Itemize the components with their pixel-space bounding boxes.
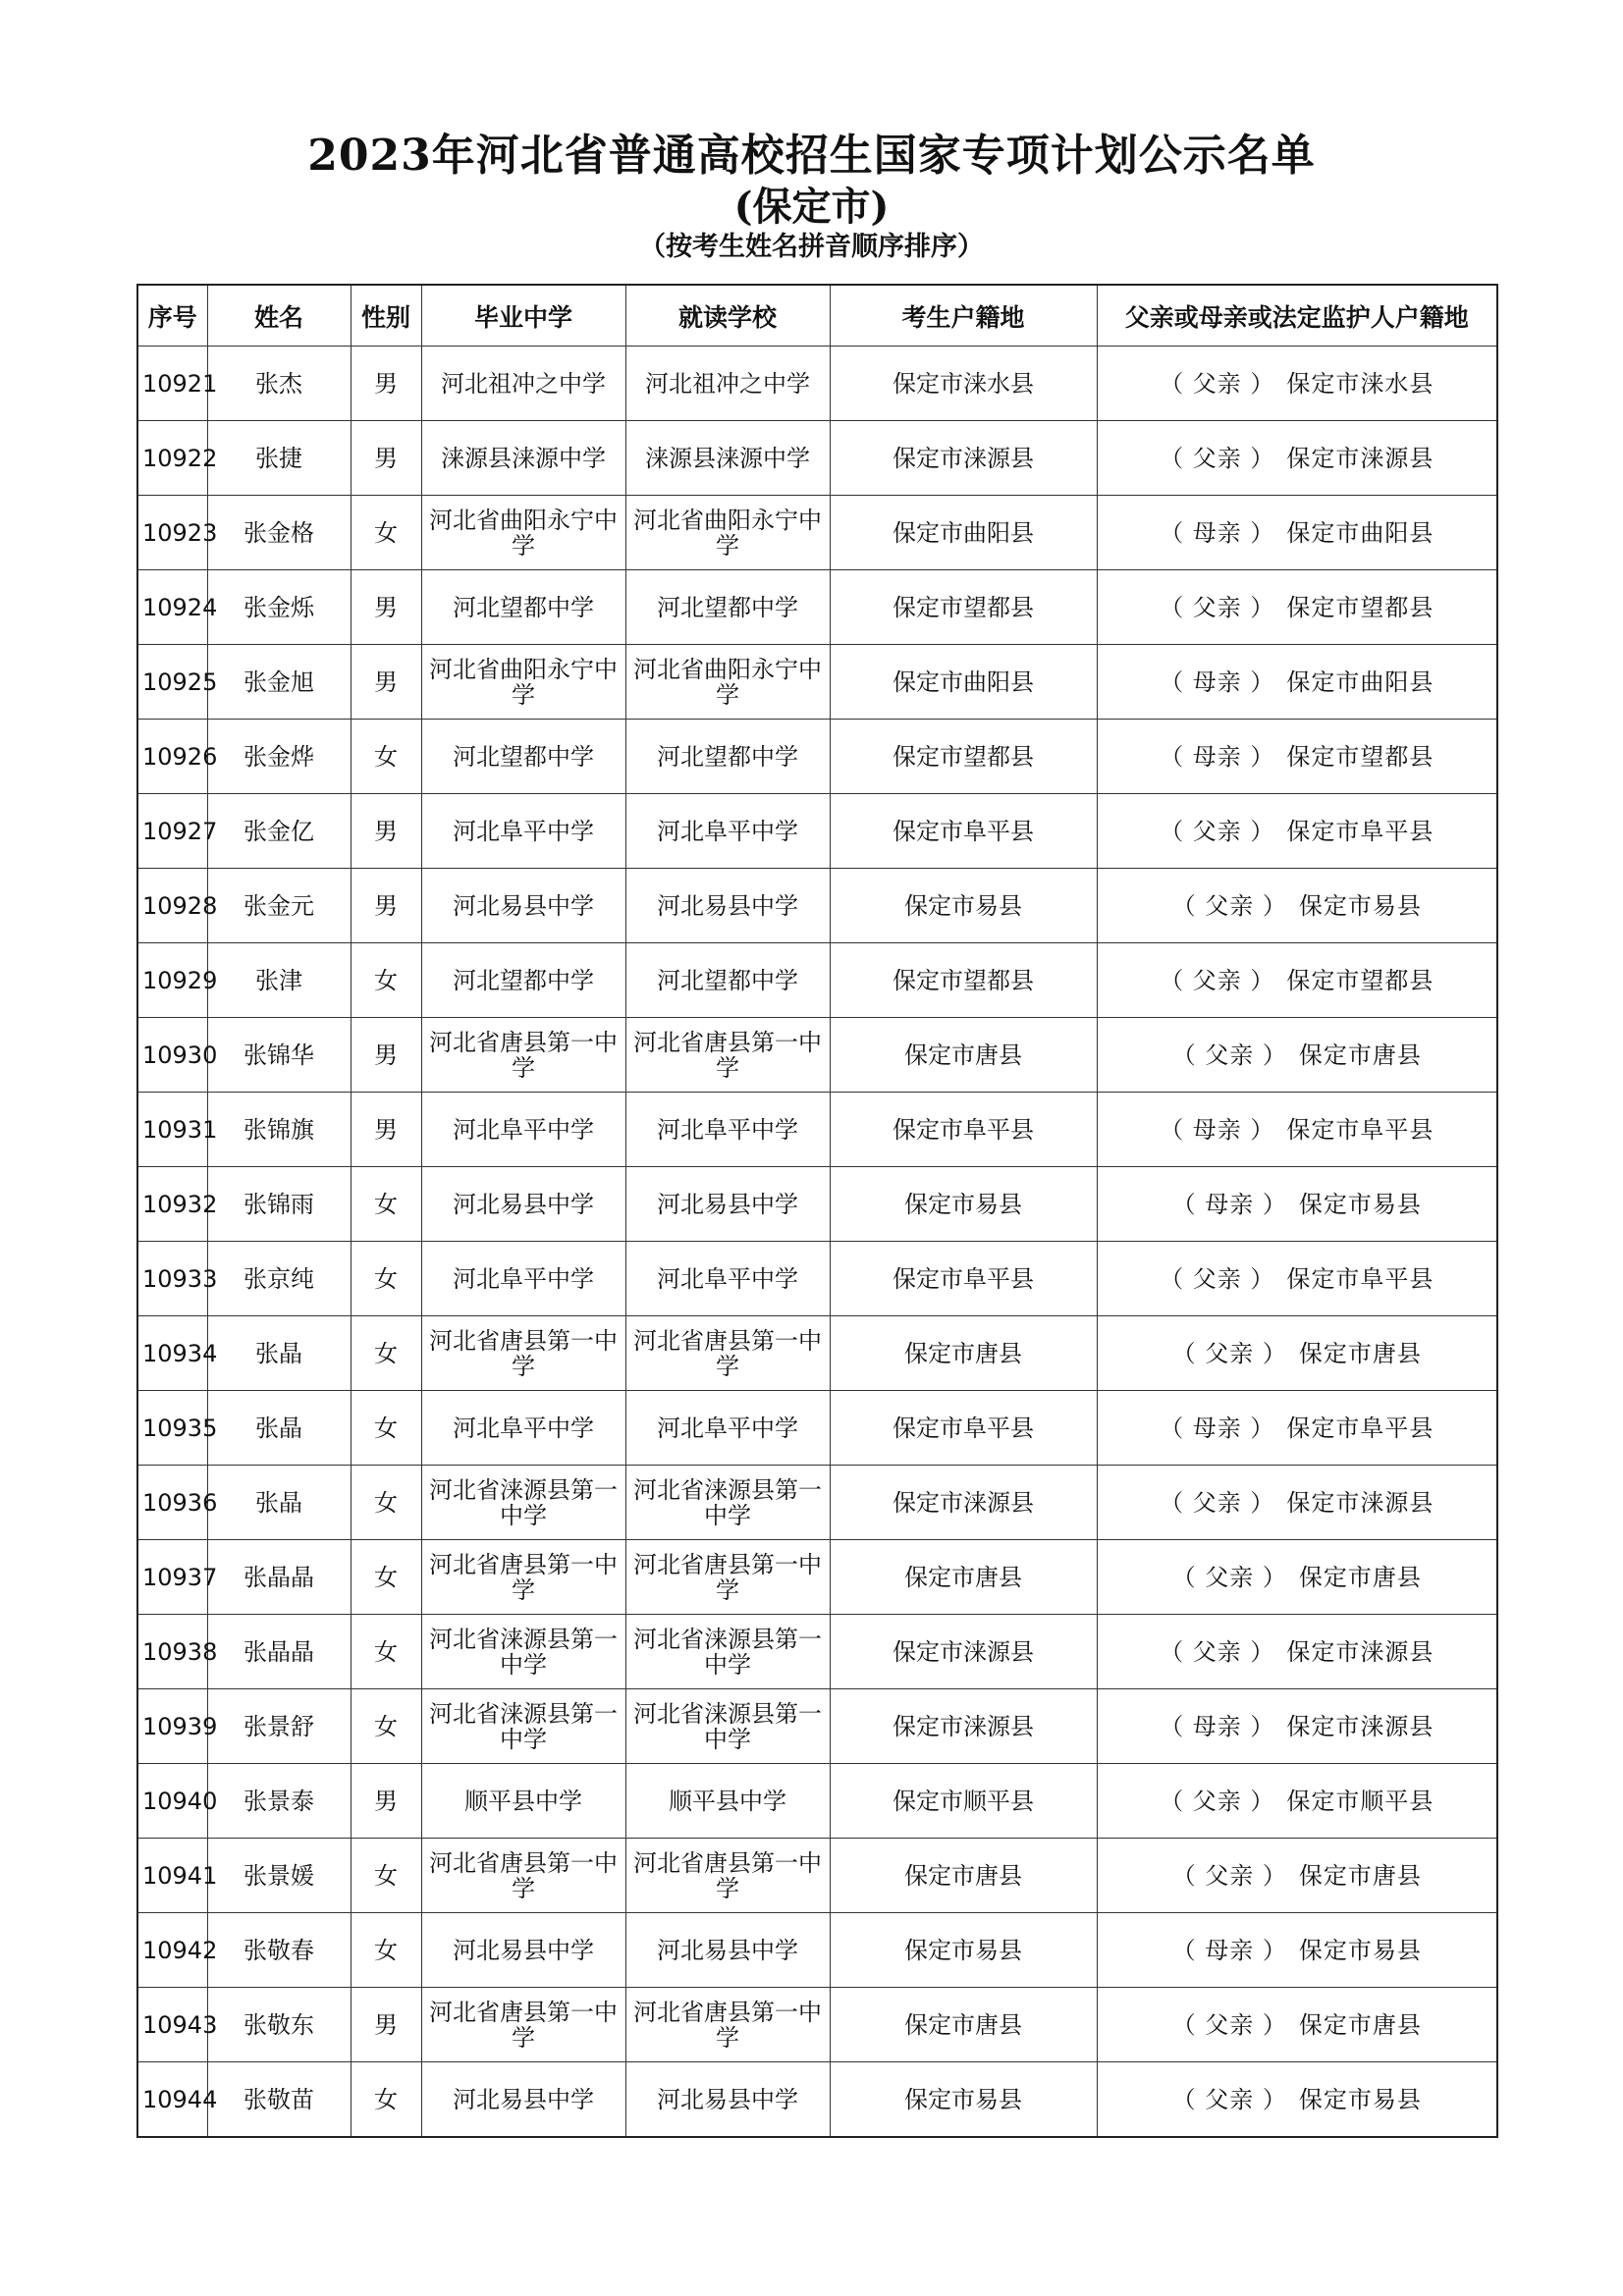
header-household: 考生户籍地	[830, 285, 1097, 347]
guardian-place: 保定市涞源县	[1286, 1712, 1434, 1740]
cell-current-school: 河北易县中学	[625, 1167, 830, 1242]
cell-grad-school: 河北省唐县第一中学	[421, 1316, 625, 1391]
table-row	[137, 1391, 1497, 1466]
guardian-relation: （ 父亲 ）	[1171, 1339, 1287, 1367]
table-row	[137, 421, 1497, 496]
guardian-relation: （ 父亲 ）	[1160, 1264, 1275, 1293]
cell-current-school: 河北阜平中学	[625, 1391, 830, 1466]
cell-current-school: 河北阜平中学	[625, 1093, 830, 1167]
cell-guardian-household	[1097, 645, 1497, 720]
table-header-row	[137, 285, 1497, 347]
cell-seq: 10935	[137, 1391, 207, 1466]
cell-guardian-household	[1097, 1764, 1497, 1839]
cell-gender: 女	[351, 1167, 421, 1242]
cell-grad-school: 河北省曲阳永宁中学	[421, 496, 625, 570]
guardian-place: 保定市涞源县	[1286, 444, 1434, 472]
cell-seq: 10922	[137, 421, 207, 496]
guardian-relation: （ 母亲 ）	[1160, 742, 1275, 771]
cell-current-school: 河北望都中学	[625, 943, 830, 1018]
guardian-relation: （ 父亲 ）	[1171, 2010, 1287, 2039]
cell-name: 张锦旗	[207, 1093, 351, 1167]
cell-name: 张敬东	[207, 1988, 351, 2062]
cell-guardian-household	[1097, 421, 1497, 496]
cell-seq: 10930	[137, 1018, 207, 1093]
table-row	[137, 1167, 1497, 1242]
cell-current-school: 河北省涞源县第一中学	[625, 1466, 830, 1540]
table-row	[137, 869, 1497, 943]
table-row	[137, 645, 1497, 720]
guardian-relation: （ 父亲 ）	[1171, 2085, 1287, 2113]
cell-grad-school: 河北易县中学	[421, 869, 625, 943]
cell-grad-school: 河北省唐县第一中学	[421, 1988, 625, 2062]
cell-household: 保定市涞源县	[830, 1689, 1097, 1764]
cell-gender: 男	[351, 421, 421, 496]
cell-gender: 女	[351, 1391, 421, 1466]
guardian-relation: （ 母亲 ）	[1160, 518, 1275, 547]
cell-household: 保定市望都县	[830, 943, 1097, 1018]
cell-current-school: 河北省涞源县第一中学	[625, 1615, 830, 1689]
guardian-relation: （ 母亲 ）	[1171, 1936, 1287, 1964]
cell-name: 张锦雨	[207, 1167, 351, 1242]
cell-grad-school: 河北阜平中学	[421, 1391, 625, 1466]
cell-guardian-household	[1097, 1540, 1497, 1615]
table-row	[137, 2062, 1497, 2138]
guardian-relation: （ 父亲 ）	[1160, 1637, 1275, 1666]
cell-guardian-household	[1097, 943, 1497, 1018]
table-row	[137, 1615, 1497, 1689]
guardian-place: 保定市唐县	[1298, 1563, 1422, 1591]
cell-name: 张晶	[207, 1391, 351, 1466]
guardian-relation: （ 父亲 ）	[1171, 1861, 1287, 1890]
page-title: 2023年河北省普通高校招生国家专项计划公示名单	[307, 131, 1316, 181]
cell-gender: 女	[351, 943, 421, 1018]
cell-name: 张景泰	[207, 1764, 351, 1839]
cell-seq: 10941	[137, 1839, 207, 1913]
cell-seq: 10938	[137, 1615, 207, 1689]
cell-seq: 10925	[137, 645, 207, 720]
cell-gender: 男	[351, 1764, 421, 1839]
cell-gender: 女	[351, 1316, 421, 1391]
cell-seq: 10931	[137, 1093, 207, 1167]
table-row	[137, 1913, 1497, 1988]
cell-seq: 10924	[137, 570, 207, 645]
cell-guardian-household	[1097, 794, 1497, 869]
cell-current-school: 河北省曲阳永宁中学	[625, 496, 830, 570]
cell-household: 保定市阜平县	[830, 1093, 1097, 1167]
cell-guardian-household	[1097, 347, 1497, 421]
guardian-place: 保定市唐县	[1298, 1861, 1422, 1890]
cell-grad-school: 河北阜平中学	[421, 1093, 625, 1167]
cell-guardian-household	[1097, 570, 1497, 645]
cell-name: 张捷	[207, 421, 351, 496]
table-row	[137, 794, 1497, 869]
cell-household: 保定市唐县	[830, 1988, 1097, 2062]
cell-current-school: 顺平县中学	[625, 1764, 830, 1839]
cell-grad-school: 河北省唐县第一中学	[421, 1018, 625, 1093]
guardian-place: 保定市望都县	[1286, 593, 1434, 621]
cell-name: 张景舒	[207, 1689, 351, 1764]
cell-name: 张景媛	[207, 1839, 351, 1913]
guardian-relation: （ 父亲 ）	[1160, 593, 1275, 621]
cell-grad-school: 河北省唐县第一中学	[421, 1540, 625, 1615]
header-seq: 序号	[137, 285, 207, 347]
cell-gender: 女	[351, 1242, 421, 1316]
cell-current-school: 河北省涞源县第一中学	[625, 1689, 830, 1764]
cell-guardian-household	[1097, 1913, 1497, 1988]
cell-household: 保定市阜平县	[830, 1391, 1097, 1466]
cell-seq: 10929	[137, 943, 207, 1018]
cell-name: 张敬春	[207, 1913, 351, 1988]
guardian-place: 保定市唐县	[1298, 1041, 1422, 1069]
cell-household: 保定市涞源县	[830, 1466, 1097, 1540]
cell-guardian-household	[1097, 720, 1497, 794]
cell-seq: 10933	[137, 1242, 207, 1316]
guardian-relation: （ 母亲 ）	[1160, 1115, 1275, 1144]
table-row	[137, 1988, 1497, 2062]
cell-household: 保定市涞源县	[830, 421, 1097, 496]
table-row	[137, 1316, 1497, 1391]
cell-household: 保定市望都县	[830, 570, 1097, 645]
cell-seq: 10936	[137, 1466, 207, 1540]
cell-guardian-household	[1097, 1839, 1497, 1913]
cell-household: 保定市曲阳县	[830, 496, 1097, 570]
cell-name: 张杰	[207, 347, 351, 421]
table-row	[137, 1242, 1497, 1316]
cell-current-school: 河北望都中学	[625, 720, 830, 794]
cell-current-school: 河北易县中学	[625, 2062, 830, 2138]
cell-current-school: 河北祖冲之中学	[625, 347, 830, 421]
cell-grad-school: 河北望都中学	[421, 570, 625, 645]
table-row	[137, 1540, 1497, 1615]
cell-current-school: 河北阜平中学	[625, 794, 830, 869]
guardian-place: 保定市易县	[1298, 2085, 1422, 2113]
cell-current-school: 河北易县中学	[625, 869, 830, 943]
cell-gender: 男	[351, 645, 421, 720]
cell-household: 保定市涞水县	[830, 347, 1097, 421]
cell-grad-school: 河北易县中学	[421, 1167, 625, 1242]
cell-current-school: 河北省唐县第一中学	[625, 1988, 830, 2062]
cell-grad-school: 河北易县中学	[421, 1913, 625, 1988]
cell-gender: 女	[351, 1540, 421, 1615]
cell-household: 保定市唐县	[830, 1018, 1097, 1093]
cell-current-school: 河北省唐县第一中学	[625, 1540, 830, 1615]
cell-name: 张金格	[207, 496, 351, 570]
cell-name: 张敬苗	[207, 2062, 351, 2138]
cell-gender: 男	[351, 570, 421, 645]
cell-guardian-household	[1097, 1391, 1497, 1466]
cell-guardian-household	[1097, 1988, 1497, 2062]
guardian-relation: （ 母亲 ）	[1160, 1414, 1275, 1442]
cell-gender: 男	[351, 794, 421, 869]
cell-name: 张锦华	[207, 1018, 351, 1093]
guardian-place: 保定市顺平县	[1286, 1787, 1434, 1815]
guardian-place: 保定市涞水县	[1286, 369, 1434, 398]
guardian-place: 保定市易县	[1298, 1936, 1422, 1964]
cell-current-school: 河北省曲阳永宁中学	[625, 645, 830, 720]
table-row	[137, 570, 1497, 645]
cell-gender: 女	[351, 2062, 421, 2138]
guardian-place: 保定市阜平县	[1286, 1115, 1434, 1144]
table-row	[137, 1839, 1497, 1913]
cell-current-school: 河北省唐县第一中学	[625, 1839, 830, 1913]
guardian-relation: （ 母亲 ）	[1160, 667, 1275, 696]
cell-grad-school: 顺平县中学	[421, 1764, 625, 1839]
guardian-relation: （ 父亲 ）	[1160, 1787, 1275, 1815]
table-row	[137, 1466, 1497, 1540]
cell-household: 保定市顺平县	[830, 1764, 1097, 1839]
cell-guardian-household	[1097, 1242, 1497, 1316]
guardian-place: 保定市易县	[1298, 1190, 1422, 1218]
cell-grad-school: 河北阜平中学	[421, 794, 625, 869]
cell-guardian-household	[1097, 1018, 1497, 1093]
header-gender: 性别	[351, 285, 421, 347]
guardian-relation: （ 父亲 ）	[1171, 1041, 1287, 1069]
cell-seq: 10928	[137, 869, 207, 943]
cell-household: 保定市唐县	[830, 1540, 1097, 1615]
page-subtitle: (保定市)	[733, 184, 890, 230]
cell-seq: 10940	[137, 1764, 207, 1839]
cell-name: 张晶	[207, 1316, 351, 1391]
cell-name: 张金亿	[207, 794, 351, 869]
cell-guardian-household	[1097, 1316, 1497, 1391]
guardian-relation: （ 父亲 ）	[1160, 817, 1275, 845]
table-row	[137, 1689, 1497, 1764]
cell-grad-school: 河北省涞源县第一中学	[421, 1466, 625, 1540]
cell-gender: 女	[351, 720, 421, 794]
cell-current-school: 河北省唐县第一中学	[625, 1316, 830, 1391]
table-row	[137, 1093, 1497, 1167]
header-current-school: 就读学校	[625, 285, 830, 347]
cell-name: 张晶晶	[207, 1540, 351, 1615]
sort-note: （按考生姓名拼音顺序排序）	[639, 232, 984, 262]
guardian-place: 保定市涞源县	[1286, 1637, 1434, 1666]
cell-grad-school: 河北阜平中学	[421, 1242, 625, 1316]
cell-name: 张金烁	[207, 570, 351, 645]
cell-grad-school: 河北望都中学	[421, 943, 625, 1018]
cell-guardian-household	[1097, 869, 1497, 943]
cell-gender: 女	[351, 1839, 421, 1913]
cell-household: 保定市易县	[830, 1167, 1097, 1242]
cell-seq: 10932	[137, 1167, 207, 1242]
guardian-relation: （ 母亲 ）	[1171, 1190, 1287, 1218]
cell-gender: 男	[351, 869, 421, 943]
cell-guardian-household	[1097, 1093, 1497, 1167]
cell-guardian-household	[1097, 1689, 1497, 1764]
cell-guardian-household	[1097, 1167, 1497, 1242]
guardian-relation: （ 父亲 ）	[1160, 1488, 1275, 1517]
guardian-relation: （ 父亲 ）	[1160, 444, 1275, 472]
cell-household: 保定市易县	[830, 1913, 1097, 1988]
cell-grad-school: 河北祖冲之中学	[421, 347, 625, 421]
header-name: 姓名	[207, 285, 351, 347]
cell-seq: 10942	[137, 1913, 207, 1988]
cell-gender: 男	[351, 1018, 421, 1093]
cell-current-school: 涞源县涞源中学	[625, 421, 830, 496]
cell-name: 张金元	[207, 869, 351, 943]
cell-name: 张津	[207, 943, 351, 1018]
cell-guardian-household	[1097, 496, 1497, 570]
cell-household: 保定市唐县	[830, 1839, 1097, 1913]
cell-current-school: 河北阜平中学	[625, 1242, 830, 1316]
guardian-relation: （ 父亲 ）	[1160, 966, 1275, 994]
table-row	[137, 347, 1497, 421]
cell-gender: 男	[351, 347, 421, 421]
cell-grad-school: 涞源县涞源中学	[421, 421, 625, 496]
cell-grad-school: 河北易县中学	[421, 2062, 625, 2138]
guardian-place: 保定市唐县	[1298, 2010, 1422, 2039]
table-row	[137, 943, 1497, 1018]
guardian-place: 保定市涞源县	[1286, 1488, 1434, 1517]
table-row	[137, 720, 1497, 794]
cell-seq: 10927	[137, 794, 207, 869]
cell-grad-school: 河北省曲阳永宁中学	[421, 645, 625, 720]
cell-gender: 女	[351, 1689, 421, 1764]
table-row	[137, 496, 1497, 570]
cell-seq: 10944	[137, 2062, 207, 2138]
cell-current-school: 河北易县中学	[625, 1913, 830, 1988]
cell-name: 张金烨	[207, 720, 351, 794]
cell-name: 张晶	[207, 1466, 351, 1540]
guardian-place: 保定市曲阳县	[1286, 518, 1434, 547]
cell-gender: 女	[351, 1913, 421, 1988]
cell-household: 保定市曲阳县	[830, 645, 1097, 720]
header-grad-school: 毕业中学	[421, 285, 625, 347]
cell-grad-school: 河北望都中学	[421, 720, 625, 794]
cell-household: 保定市易县	[830, 869, 1097, 943]
guardian-place: 保定市阜平县	[1286, 817, 1434, 845]
cell-household: 保定市唐县	[830, 1316, 1097, 1391]
cell-name: 张晶晶	[207, 1615, 351, 1689]
cell-seq: 10923	[137, 496, 207, 570]
cell-gender: 男	[351, 1988, 421, 2062]
roster-body	[137, 347, 1497, 2138]
cell-grad-school: 河北省涞源县第一中学	[421, 1615, 625, 1689]
cell-household: 保定市易县	[830, 2062, 1097, 2138]
guardian-relation: （ 母亲 ）	[1160, 1712, 1275, 1740]
cell-household: 保定市阜平县	[830, 794, 1097, 869]
header-guardian-household: 父亲或母亲或法定监护人户籍地	[1097, 285, 1497, 347]
cell-current-school: 河北省唐县第一中学	[625, 1018, 830, 1093]
guardian-place: 保定市阜平县	[1286, 1414, 1434, 1442]
cell-gender: 女	[351, 496, 421, 570]
cell-seq: 10937	[137, 1540, 207, 1615]
guardian-place: 保定市望都县	[1286, 966, 1434, 994]
guardian-relation: （ 父亲 ）	[1171, 1563, 1287, 1591]
guardian-relation: （ 父亲 ）	[1160, 369, 1275, 398]
cell-household: 保定市涞源县	[830, 1615, 1097, 1689]
cell-seq: 10926	[137, 720, 207, 794]
guardian-place: 保定市望都县	[1286, 742, 1434, 771]
guardian-place: 保定市曲阳县	[1286, 667, 1434, 696]
roster-table	[136, 284, 1498, 2138]
cell-seq: 10921	[137, 347, 207, 421]
guardian-relation: （ 父亲 ）	[1171, 891, 1287, 920]
table-row	[137, 1018, 1497, 1093]
cell-gender: 女	[351, 1615, 421, 1689]
cell-gender: 男	[351, 1093, 421, 1167]
cell-current-school: 河北望都中学	[625, 570, 830, 645]
guardian-place: 保定市阜平县	[1286, 1264, 1434, 1293]
cell-household: 保定市望都县	[830, 720, 1097, 794]
cell-name: 张京纯	[207, 1242, 351, 1316]
cell-grad-school: 河北省涞源县第一中学	[421, 1689, 625, 1764]
guardian-place: 保定市易县	[1298, 891, 1422, 920]
cell-seq: 10934	[137, 1316, 207, 1391]
cell-guardian-household	[1097, 2062, 1497, 2138]
cell-guardian-household	[1097, 1466, 1497, 1540]
cell-seq: 10943	[137, 1988, 207, 2062]
cell-gender: 女	[351, 1466, 421, 1540]
cell-guardian-household	[1097, 1615, 1497, 1689]
cell-grad-school: 河北省唐县第一中学	[421, 1839, 625, 1913]
table-row	[137, 1764, 1497, 1839]
cell-seq: 10939	[137, 1689, 207, 1764]
guardian-place: 保定市唐县	[1298, 1339, 1422, 1367]
cell-name: 张金旭	[207, 645, 351, 720]
cell-household: 保定市阜平县	[830, 1242, 1097, 1316]
